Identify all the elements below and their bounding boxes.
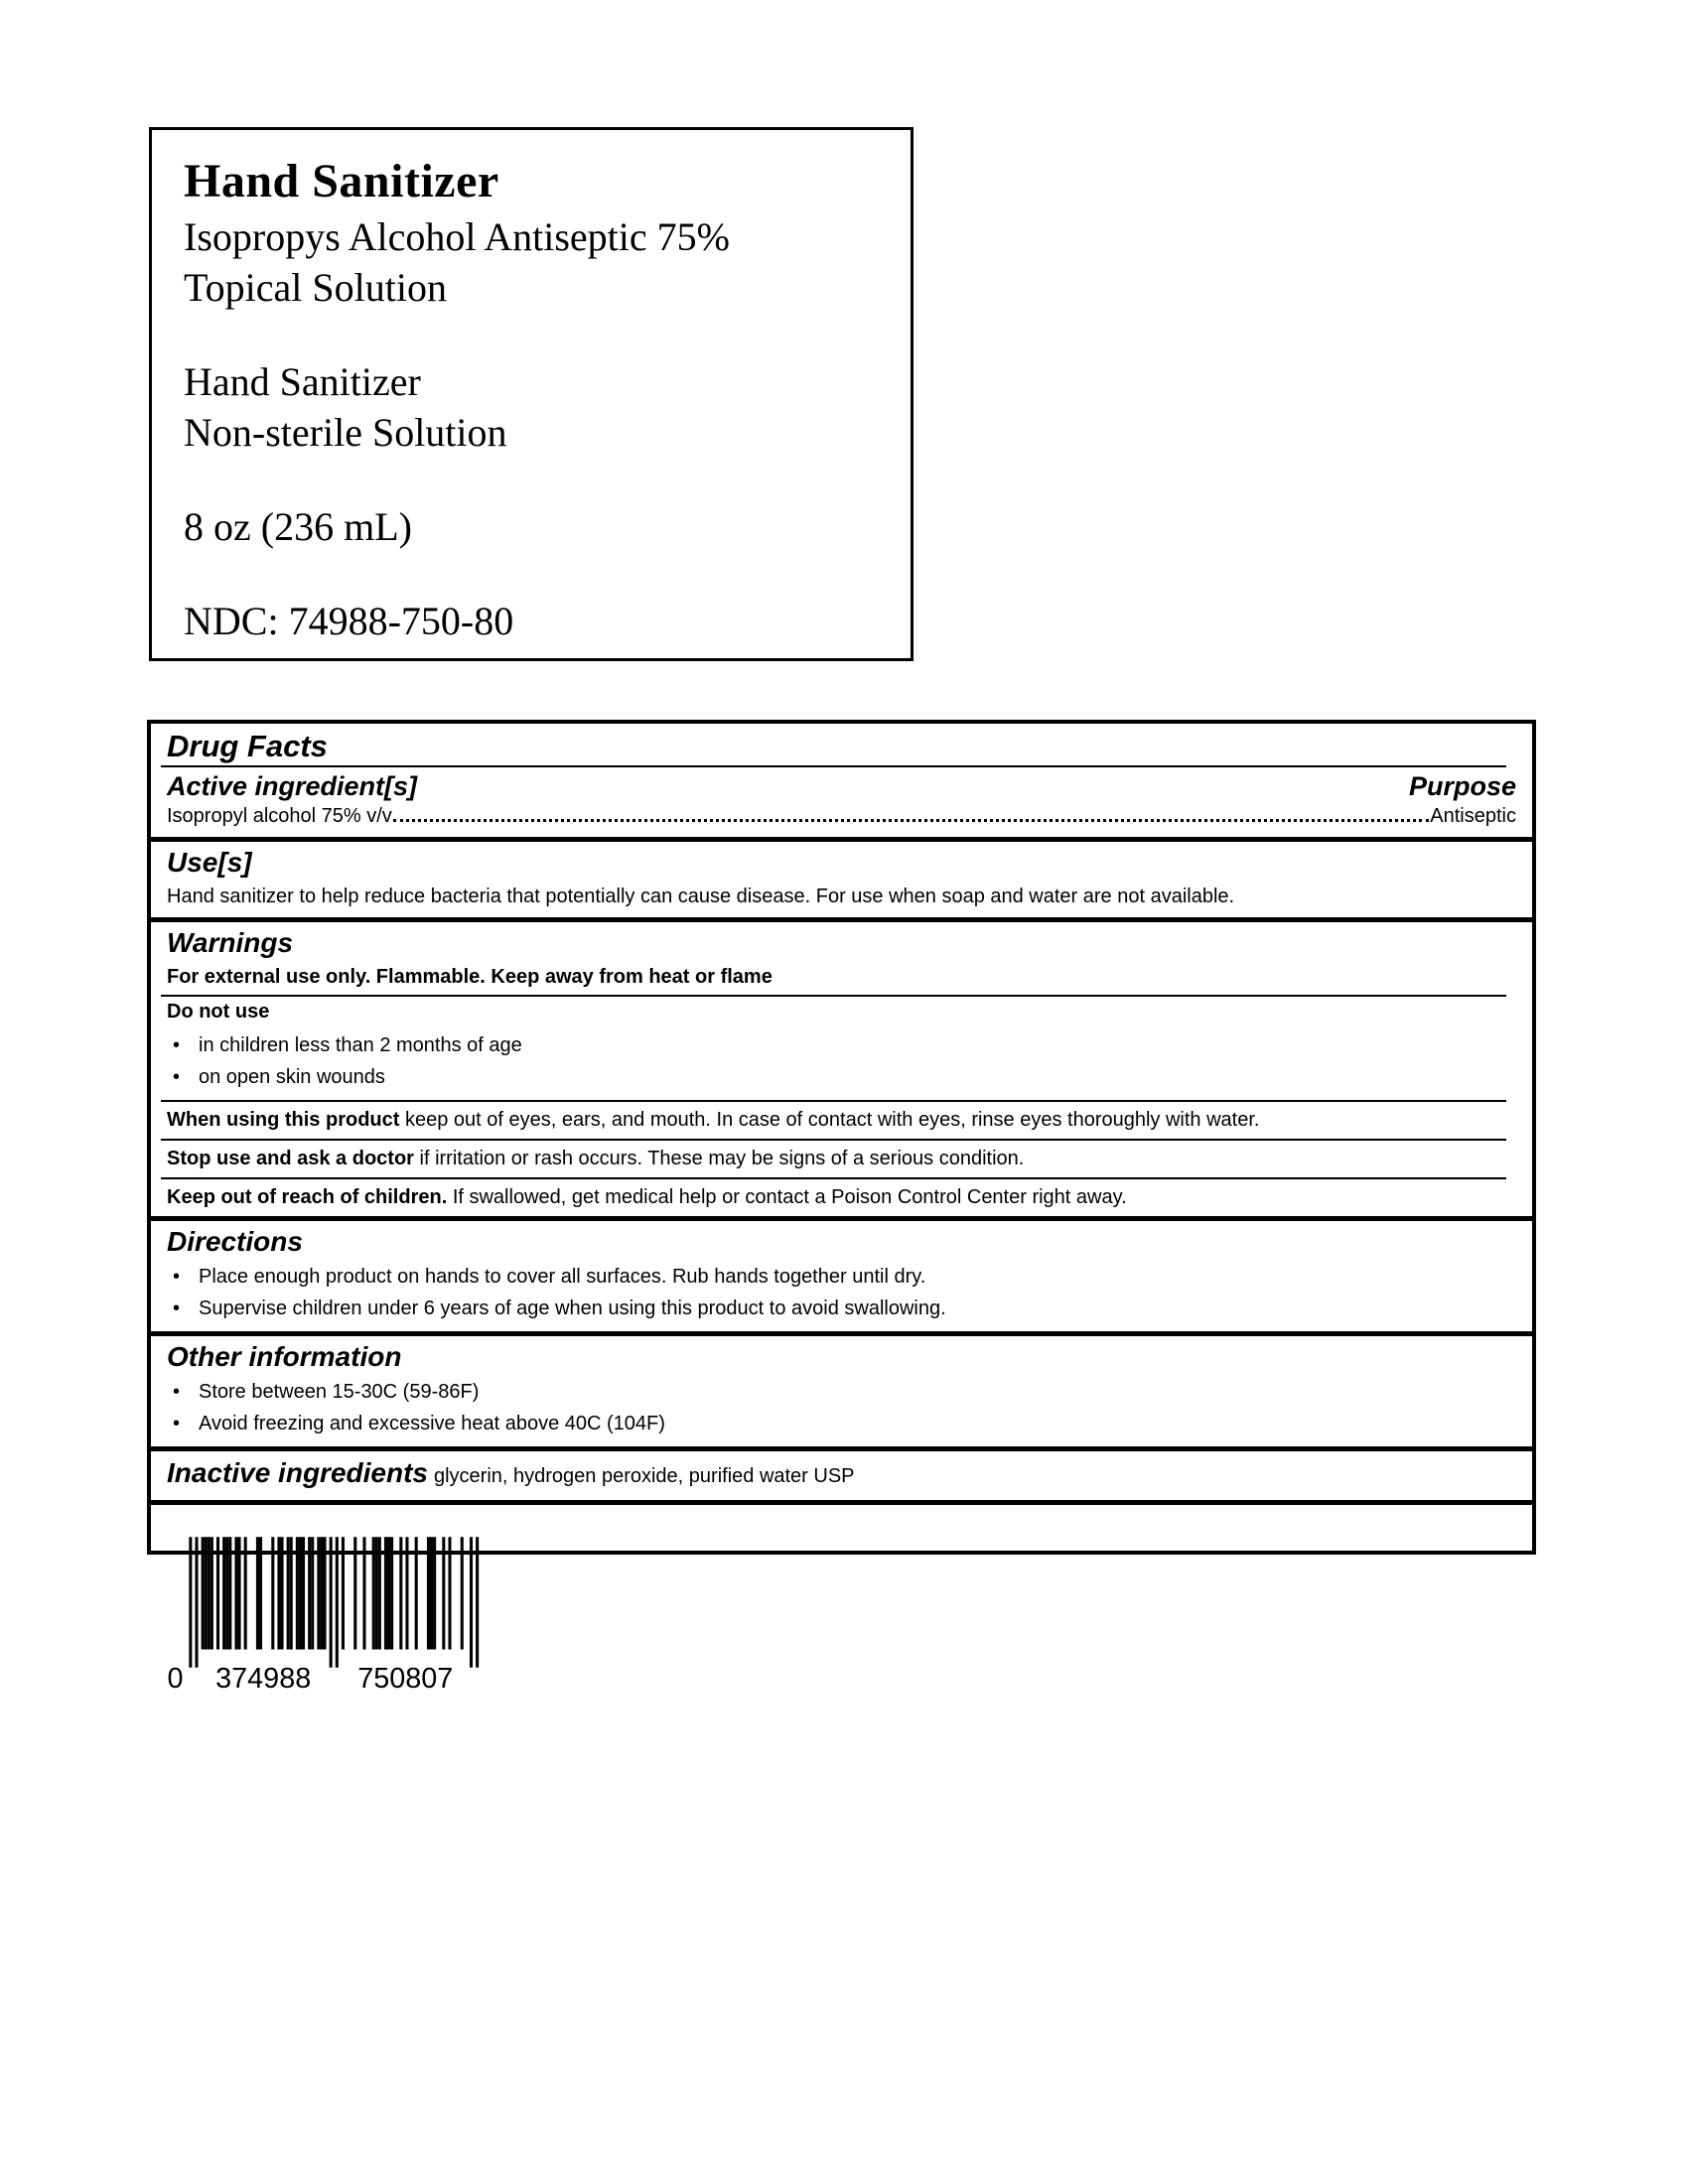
spacer: [184, 552, 879, 596]
list-item: [167, 1029, 1516, 1061]
warnings-flammable-line: For external use only. Flammable. Keep away from heat or flame: [167, 966, 773, 988]
other-information-item: Avoid freezing and excessive heat above 40C (104F): [199, 1413, 665, 1434]
bullet-icon: •: [173, 1381, 181, 1403]
active-ingredient-header-row: [151, 767, 1532, 801]
dotted-leader: [393, 819, 1429, 822]
ndc-number: NDC: 74988-750-80: [184, 599, 514, 643]
drug-facts-title: Drug Facts: [167, 729, 328, 763]
net-contents: 8 oz (236 mL): [184, 504, 412, 549]
other-information-list: [151, 1376, 1532, 1446]
drug-facts-panel: [147, 720, 1536, 1555]
spacer: [184, 313, 879, 356]
stop-use-entry: [151, 1141, 1532, 1177]
stop-use-text: if irritation or rash occurs. These may be signs of a serious condition.: [413, 1148, 1025, 1169]
bullet-icon: •: [173, 1297, 181, 1319]
inactive-ingredients-text: glycerin, hydrogen peroxide, purified water USP: [433, 1465, 855, 1487]
active-ingredient-heading: Active ingredient[s]: [167, 771, 418, 801]
svg-text:0: 0: [167, 1662, 184, 1692]
list-item: [167, 1261, 1516, 1293]
other-information-item: Store between 15-30C (59-86F): [199, 1381, 480, 1403]
product-name-line2: Non-sterile Solution: [184, 410, 507, 455]
do-not-use-list: [151, 1029, 1532, 1100]
purpose-heading: Purpose: [1408, 771, 1516, 801]
product-subtitle-line2: Topical Solution: [184, 265, 447, 310]
directions-list: [151, 1261, 1532, 1331]
bullet-icon: •: [173, 1066, 181, 1088]
bullet-icon: •: [173, 1034, 181, 1056]
uses-heading: Use[s]: [167, 847, 252, 878]
directions-heading: Directions: [167, 1226, 303, 1257]
purpose-value: Antiseptic: [1430, 805, 1516, 827]
warnings-heading: Warnings: [167, 927, 294, 958]
bullet-icon: •: [173, 1266, 181, 1288]
keep-out-entry: [151, 1179, 1532, 1216]
list-item: [167, 1061, 1516, 1093]
do-not-use-item: on open skin wounds: [199, 1066, 385, 1088]
spacer: [184, 458, 879, 501]
product-name-line1: Hand Sanitizer: [184, 359, 421, 404]
bullet-icon: •: [173, 1413, 181, 1434]
upc-barcode: [149, 1537, 483, 1692]
other-information-heading: Other information: [167, 1341, 402, 1372]
directions-item: Supervise children under 6 years of age when using this product to avoid swallowing.: [199, 1297, 946, 1319]
keep-out-lead: Keep out of reach of children.: [167, 1186, 448, 1208]
product-label-box: [149, 127, 914, 661]
svg-text:374988: 374988: [215, 1662, 312, 1692]
barcode-bars: [149, 1537, 483, 1692]
do-not-use-heading: Do not use: [167, 1001, 270, 1023]
list-item: [167, 1376, 1516, 1408]
list-item: [167, 1408, 1516, 1439]
list-item: [167, 1293, 1516, 1324]
product-subtitle-line1: Isopropys Alcohol Antiseptic 75%: [184, 214, 730, 259]
inactive-ingredients-row: [151, 1451, 1532, 1500]
when-using-entry: [151, 1102, 1532, 1139]
do-not-use-item: in children less than 2 months of age: [199, 1034, 522, 1056]
stop-use-lead: Stop use and ask a doctor: [167, 1148, 414, 1169]
inactive-ingredients-heading: Inactive ingredients: [167, 1457, 428, 1488]
active-ingredient-name: Isopropyl alcohol 75% v/v: [167, 805, 392, 827]
when-using-text: keep out of eyes, ears, and mouth. In case of contact with eyes, rinse eyes thoroughly with water.: [399, 1109, 1260, 1131]
uses-text: Hand sanitizer to help reduce bacteria that potentially can cause disease. For use when soap and water are not available.: [167, 886, 1235, 907]
svg-text:750807: 750807: [357, 1662, 454, 1692]
when-using-lead: When using this product: [167, 1109, 400, 1131]
product-title: Hand Sanitizer: [184, 155, 499, 207]
directions-item: Place enough product on hands to cover all surfaces. Rub hands together until dry.: [199, 1266, 926, 1288]
active-ingredient-row: [151, 801, 1532, 837]
keep-out-text: If swallowed, get medical help or contact a Poison Control Center right away.: [447, 1186, 1127, 1208]
